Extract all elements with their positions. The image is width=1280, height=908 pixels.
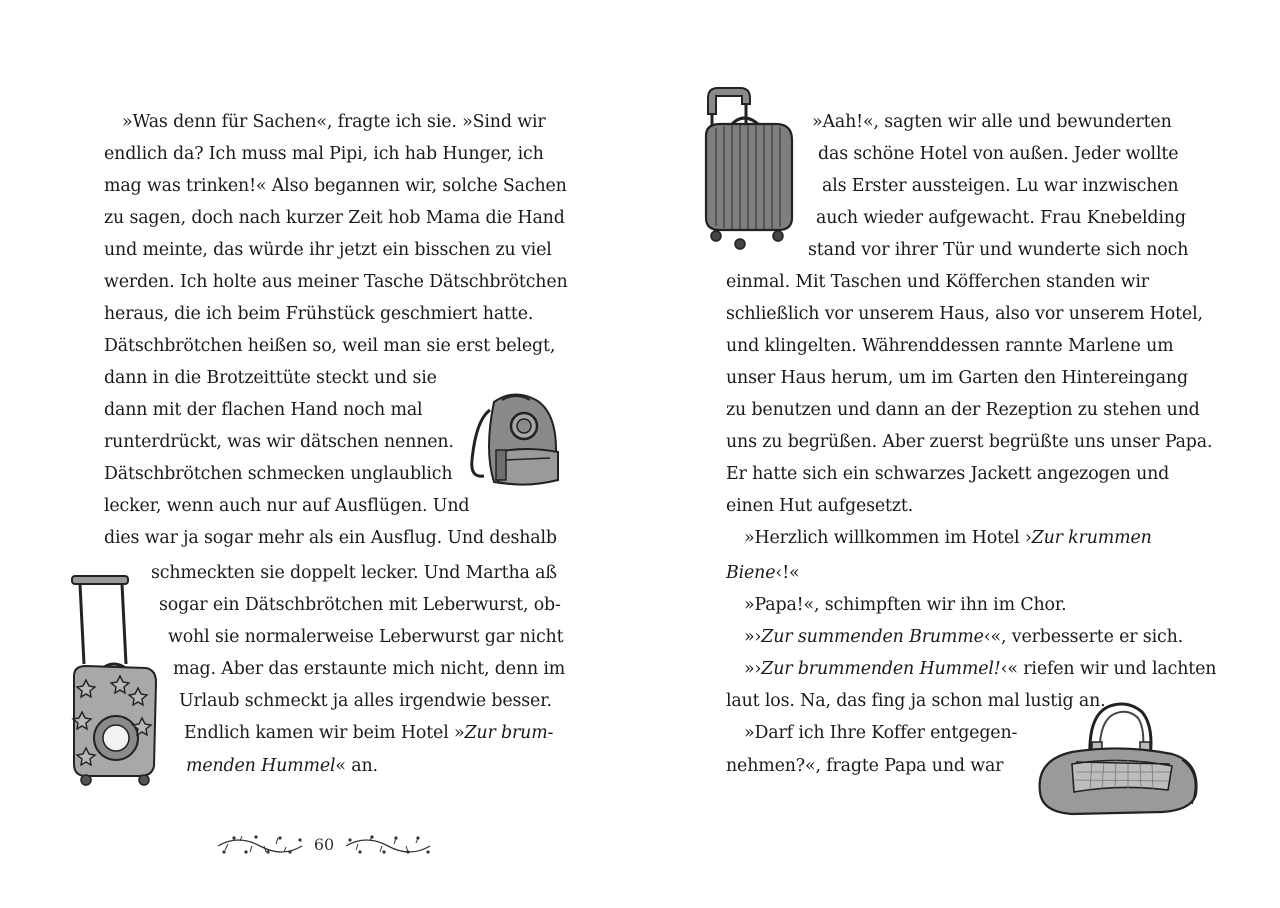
right-line-13: einen Hut aufgesetzt. bbox=[726, 496, 914, 516]
right-line-4: auch wieder aufgewacht. Frau Knebelding bbox=[816, 208, 1186, 228]
right-line-15-italic: Biene bbox=[726, 563, 776, 583]
right-line-17 bbox=[744, 626, 1183, 648]
left-line-11: runterdrückt, was wir dätschen nennen. bbox=[104, 432, 454, 452]
left-line-15: schmeckten sie doppelt lecker. Und Martha aß bbox=[151, 563, 557, 583]
right-line-17-after: ‹«, verbesserte er sich. bbox=[983, 627, 1184, 647]
right-line-10: zu benutzen und dann an der Rezeption zu stehen und bbox=[726, 400, 1200, 420]
left-line-4: zu sagen, doch nach kurzer Zeit hob Mama die Hand bbox=[104, 208, 565, 228]
right-line-3: als Erster aussteigen. Lu war inzwischen bbox=[822, 176, 1179, 196]
right-line-9: unser Haus herum, um im Garten den Hintereingang bbox=[726, 368, 1188, 388]
star-suitcase-icon bbox=[66, 572, 162, 788]
right-line-8: und klingelten. Währenddessen rannte Marlene um bbox=[726, 336, 1174, 356]
left-line-21-italic: menden Hummel bbox=[186, 756, 336, 776]
left-line-16: sogar ein Dätschbrötchen mit Leberwurst, ob- bbox=[159, 595, 561, 615]
left-line-10: dann mit der flachen Hand noch mal bbox=[104, 400, 423, 420]
left-line-3: mag was trinken!« Also begannen wir, solche Sachen bbox=[104, 176, 567, 196]
left-line-20 bbox=[184, 722, 553, 744]
backpack-icon bbox=[466, 390, 562, 490]
left-line-8: Dätschbrötchen heißen so, weil man sie erst belegt, bbox=[104, 336, 556, 356]
duffel-bag-icon bbox=[1032, 700, 1204, 820]
right-line-14 bbox=[744, 527, 1152, 549]
right-line-17-roman: »› bbox=[744, 627, 762, 647]
right-line-18-italic: Zur brummenden Hummel! bbox=[761, 659, 1001, 679]
right-line-17-italic: Zur summenden Brumme bbox=[761, 627, 984, 647]
right-line-19: laut los. Na, das fing ja schon mal lustig an. bbox=[726, 691, 1106, 711]
right-line-5: stand vor ihrer Tür und wunderte sich noch bbox=[808, 240, 1189, 260]
right-line-18-after: ‹« riefen wir und lachten bbox=[1000, 659, 1217, 679]
page-footer bbox=[216, 828, 432, 864]
right-line-18 bbox=[744, 658, 1216, 680]
left-line-1: »Was denn für Sachen«, fragte ich sie. »Sind wir bbox=[122, 112, 546, 132]
left-line-7: heraus, die ich beim Frühstück geschmiert hatte. bbox=[104, 304, 534, 324]
right-line-12: Er hatte sich ein schwarzes Jackett angezogen und bbox=[726, 464, 1170, 484]
right-line-7: schließlich vor unserem Haus, also vor unserem Hotel, bbox=[726, 304, 1203, 324]
left-line-14: dies war ja sogar mehr als ein Ausflug. Und deshalb bbox=[104, 528, 557, 548]
left-line-2: endlich da? Ich muss mal Pipi, ich hab Hunger, ich bbox=[104, 144, 544, 164]
right-line-14-roman: »Herzlich willkommen im Hotel › bbox=[744, 528, 1032, 548]
right-line-6: einmal. Mit Taschen und Köfferchen standen wir bbox=[726, 272, 1149, 292]
right-line-18-roman: »› bbox=[744, 659, 762, 679]
left-line-20-italic: Zur brum- bbox=[464, 723, 554, 743]
left-line-13: lecker, wenn auch nur auf Ausflügen. Und bbox=[104, 496, 470, 516]
vine-ornament-icon bbox=[216, 832, 304, 862]
left-line-12: Dätschbrötchen schmecken unglaublich bbox=[104, 464, 453, 484]
right-line-16: »Papa!«, schimpften wir ihn im Chor. bbox=[744, 595, 1067, 615]
left-line-21 bbox=[186, 755, 378, 777]
left-line-17: wohl sie normalerweise Leberwurst gar nicht bbox=[168, 627, 564, 647]
striped-suitcase-icon bbox=[696, 84, 796, 254]
left-line-6: werden. Ich holte aus meiner Tasche Dätschbrötchen bbox=[104, 272, 568, 292]
vine-ornament-icon bbox=[344, 832, 432, 862]
right-line-2: das schöne Hotel von außen. Jeder wollte bbox=[818, 144, 1179, 164]
right-line-20: »Darf ich Ihre Koffer entgegen- bbox=[744, 723, 1018, 743]
left-line-19: Urlaub schmeckt ja alles irgendwie besser. bbox=[179, 691, 552, 711]
left-line-21-roman: « an. bbox=[335, 756, 378, 776]
right-page bbox=[640, 0, 1280, 908]
right-line-1: »Aah!«, sagten wir alle und bewunderten bbox=[812, 112, 1172, 132]
right-line-15 bbox=[726, 562, 800, 584]
left-line-20-roman: Endlich kamen wir beim Hotel » bbox=[184, 723, 465, 743]
page-number: 60 bbox=[313, 835, 335, 854]
left-line-5: und meinte, das würde ihr jetzt ein bisschen zu viel bbox=[104, 240, 552, 260]
left-line-18: mag. Aber das erstaunte mich nicht, denn im bbox=[173, 659, 566, 679]
right-line-15-roman: ‹!« bbox=[775, 563, 800, 583]
right-line-21: nehmen?«, fragte Papa und war bbox=[726, 756, 1004, 776]
right-line-14-italic: Zur krummen bbox=[1031, 528, 1152, 548]
left-line-9: dann in die Brotzeittüte steckt und sie bbox=[104, 368, 437, 388]
right-line-11: uns zu begrüßen. Aber zuerst begrüßte uns unser Papa. bbox=[726, 432, 1213, 452]
